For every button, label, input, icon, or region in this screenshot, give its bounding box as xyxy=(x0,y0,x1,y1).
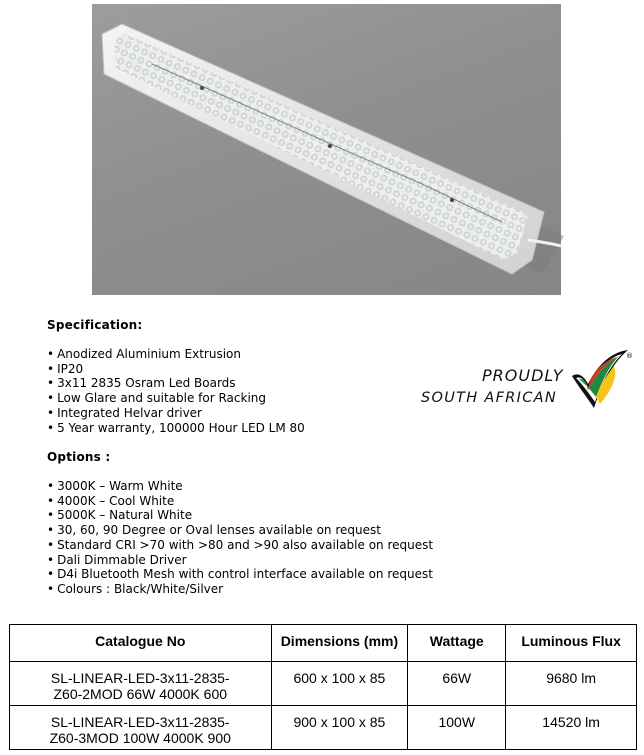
list-item: • 3000K – Warm White xyxy=(47,479,433,494)
specification-heading: Specification: xyxy=(47,318,143,332)
header-catalogue-no: Catalogue No xyxy=(10,625,272,662)
cell-dimensions: 600 x 100 x 85 xyxy=(271,662,408,706)
cell-luminous-flux: 14520 lm xyxy=(506,706,637,750)
header-wattage: Wattage xyxy=(408,625,506,662)
list-item: • Standard CRI >70 with >80 and >90 also available on request xyxy=(47,538,433,553)
list-item: • Low Glare and suitable for Racking xyxy=(47,391,305,406)
cell-wattage: 66W xyxy=(408,662,506,706)
list-item: • Dali Dimmable Driver xyxy=(47,553,433,568)
cell-dimensions: 900 x 100 x 85 xyxy=(271,706,408,750)
logo-line1: PROUDLY xyxy=(482,366,564,385)
tick-flag-icon xyxy=(568,348,632,414)
cell-catalogue-no: SL-LINEAR-LED-3x11-2835-Z60-3MOD 100W 4000K 900 xyxy=(10,706,272,750)
list-item: • 3x11 2835 Osram Led Boards xyxy=(47,376,305,391)
table-row xyxy=(10,662,637,706)
proudly-south-african-logo xyxy=(420,346,632,416)
options-heading: Options : xyxy=(47,450,111,464)
list-item: • D4i Bluetooth Mesh with control interface available on request xyxy=(47,567,433,582)
header-luminous-flux: Luminous Flux xyxy=(506,625,637,662)
cell-luminous-flux: 9680 lm xyxy=(506,662,637,706)
list-item: • 30, 60, 90 Degree or Oval lenses available on request xyxy=(47,523,433,538)
list-item: • Integrated Helvar driver xyxy=(47,406,305,421)
specification-list xyxy=(47,347,305,435)
options-list xyxy=(47,479,433,597)
list-item: • 4000K – Cool White xyxy=(47,494,433,509)
table-row xyxy=(10,706,637,750)
led-linear-fixture-image xyxy=(92,4,561,295)
header-dimensions: Dimensions (mm) xyxy=(271,625,408,662)
cell-wattage: 100W xyxy=(408,706,506,750)
list-item: • Colours : Black/White/Silver xyxy=(47,582,433,597)
list-item: • Anodized Aluminium Extrusion xyxy=(47,347,305,362)
product-table xyxy=(9,624,637,750)
logo-line2: SOUTH AFRICAN xyxy=(421,390,558,406)
list-item: • 5 Year warranty, 100000 Hour LED LM 80 xyxy=(47,421,305,436)
list-item: • IP20 xyxy=(47,362,305,377)
table-header-row xyxy=(10,625,637,662)
registered-mark: ® xyxy=(626,352,633,360)
product-photo xyxy=(92,4,561,295)
cell-catalogue-no: SL-LINEAR-LED-3x11-2835-Z60-2MOD 66W 4000K 600 xyxy=(10,662,272,706)
list-item: • 5000K – Natural White xyxy=(47,508,433,523)
